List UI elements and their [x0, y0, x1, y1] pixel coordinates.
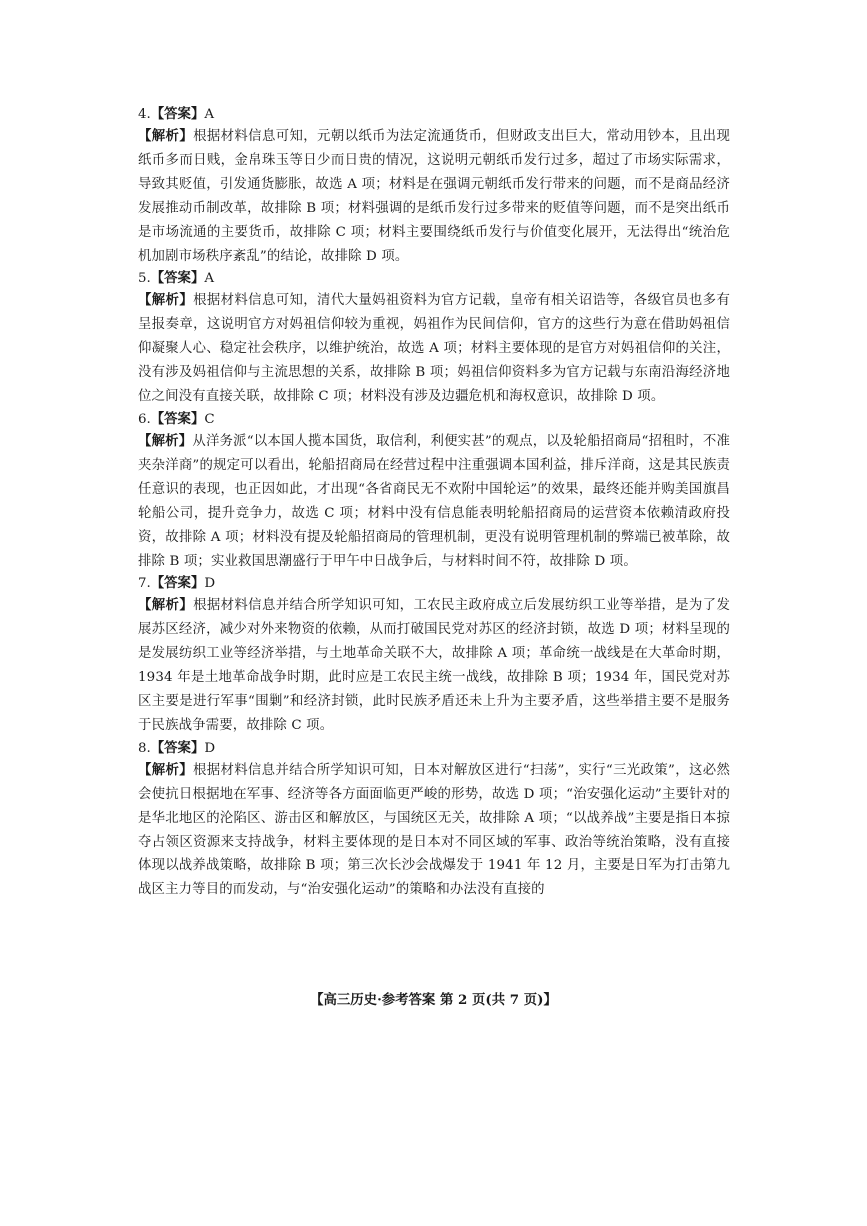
question-number: 4.: [138, 107, 151, 122]
question-6: [138, 409, 730, 573]
question-4: [138, 104, 730, 268]
answer-label: 【答案】: [150, 739, 205, 756]
answer-value: C: [204, 411, 215, 427]
analysis-label: 【解析】: [138, 432, 193, 449]
analysis-text: 根据材料信息并结合所学知识可知，工农民主政府成立后发展纺织工业等举措，是为了发展苏区经济，减少对外来物资的依赖，从而打破国民党对苏区的经济封锁，故选 D 项；材料呈现的是发展纺织工业等经济举措，与土地革命关联不大，故排除 A 项；革命统一战线是在大革命时期，1934 年是土地革命战争时期，此时应是工农民主统一战线，故排除 B 项；1934 年，国民党对苏区主要是进行军事“围剿”和经济封锁，此时民族矛盾还未上升为主要矛盾，这些举措主要不是服务于民族战争需要，故排除 C 项。: [138, 598, 730, 733]
analysis-paragraph: [138, 594, 730, 737]
analysis-label: 【解析】: [138, 128, 194, 144]
analysis-label: 【解析】: [138, 597, 194, 614]
question-5: [138, 268, 730, 409]
question-number: 8.: [138, 740, 151, 756]
answer-line: [138, 104, 730, 125]
analysis-text: 根据材料信息可知，清代大量妈祖资料为官方记载，皇帝有相关诏诰等，各级官员也多有呈报奏章，这说明官方对妈祖信仰较为重视，妈祖作为民间信仰，官方的这些行为意在借助妈祖信仰凝聚人心、稳定社会秩序，以维护统治，故选 A 项；材料主要体现的是官方对妈祖信仰的关注，没有涉及妈祖信仰与主流思想的关系，故排除 B 项；妈祖信仰资料多为官方记载与东南沿海经济地位之间没有直接关联，故排除 C 项；材料没有涉及边疆危机和海权意识，故排除 D 项。: [138, 293, 730, 405]
analysis-paragraph: [138, 125, 730, 268]
analysis-paragraph: [138, 430, 730, 573]
analysis-label: 【解析】: [138, 761, 193, 778]
analysis-text: 根据材料信息并结合所学知识可知，日本对解放区进行“扫荡”，实行“三光政策”，这必然会使抗日根据地在军事、经济等各方面面临更严峻的形势，故选 D 项；“治安强化运动”主要针对的是华北地区的沦陷区、游击区和解放区，与国统区无关，故排除 A 项；“以战养战”主要是指日本掠夺占领区资源来支持战争，材料主要体现的是日本对不同区域的军事、政治等统治策略，没有直接体现以战养战策略，故排除 B 项；第三次长沙会战爆发于 1941 年 12 月，主要是日军为打击第九战区主力等目的而发动，与“治安强化运动”的策略和办法没有直接的: [138, 762, 730, 898]
answer-line: [138, 268, 730, 289]
analysis-paragraph: [138, 759, 730, 902]
question-8: [138, 738, 730, 902]
question-7: [138, 573, 730, 737]
answer-value: A: [204, 271, 215, 287]
answer-value: D: [204, 740, 216, 756]
answer-label: 【答案】: [150, 106, 205, 122]
answer-value: A: [204, 107, 215, 122]
question-number: 5.: [138, 271, 151, 287]
answer-line: [138, 738, 730, 759]
answer-label: 【答案】: [150, 575, 205, 592]
answer-label: 【答案】: [150, 410, 205, 427]
question-number: 6.: [138, 411, 151, 427]
answer-list: [138, 104, 730, 902]
question-number: 7.: [138, 576, 151, 592]
analysis-label: 【解析】: [138, 292, 194, 309]
answer-value: D: [204, 576, 216, 592]
analysis-text: 根据材料信息可知，元朝以纸币为法定流通货币，但财政支出巨大，常动用钞本，且出现纸币多而日贱，金帛珠玉等日少而日贵的情况，这说明元朝纸币发行过多，超过了市场实际需求，导致其贬值，引发通货膨胀，故选 A 项；材料是在强调元朝纸币发行带来的问题，而不是商品经济发展推动币制改革，故排除 B 项；材料强调的是纸币发行过多带来的贬值等问题，而不是突出纸币是市场流通的主要货币，故排除 C 项；材料主要围绕纸币发行与价值变化展开，无法得出“统治危机加剧市场秩序紊乱”的结论，故排除 D 项。: [138, 129, 730, 264]
analysis-paragraph: [138, 289, 730, 409]
answer-line: [138, 573, 730, 594]
page-footer: 【高三历史·参考答案 第 2 页(共 7 页)】: [310, 992, 557, 1008]
answer-label: 【答案】: [150, 270, 205, 287]
analysis-text: 从洋务派“以本国人揽本国货，取信利，利便实甚”的观点，以及轮船招商局“招租时，不准夹杂洋商”的规定可以看出，轮船招商局在经营过程中注重强调本国利益，排斥洋商，这是其民族责任意识的表现，也正因如此，才出现“各省商民无不欢附中国轮运”的效果，最终还能并购美国旗昌轮船公司，提升竞争力，故选 C 项；材料中没有信息能表明轮船招商局的运营资本依赖清政府投资，故排除 A 项；材料没有提及轮船招商局的管理机制，更没有说明管理机制的弊端已被革除，故排除 B 项；实业救国思潮盛行于甲午中日战争后，与材料时间不符，故排除 D 项。: [138, 433, 730, 569]
answer-line: [138, 409, 730, 430]
